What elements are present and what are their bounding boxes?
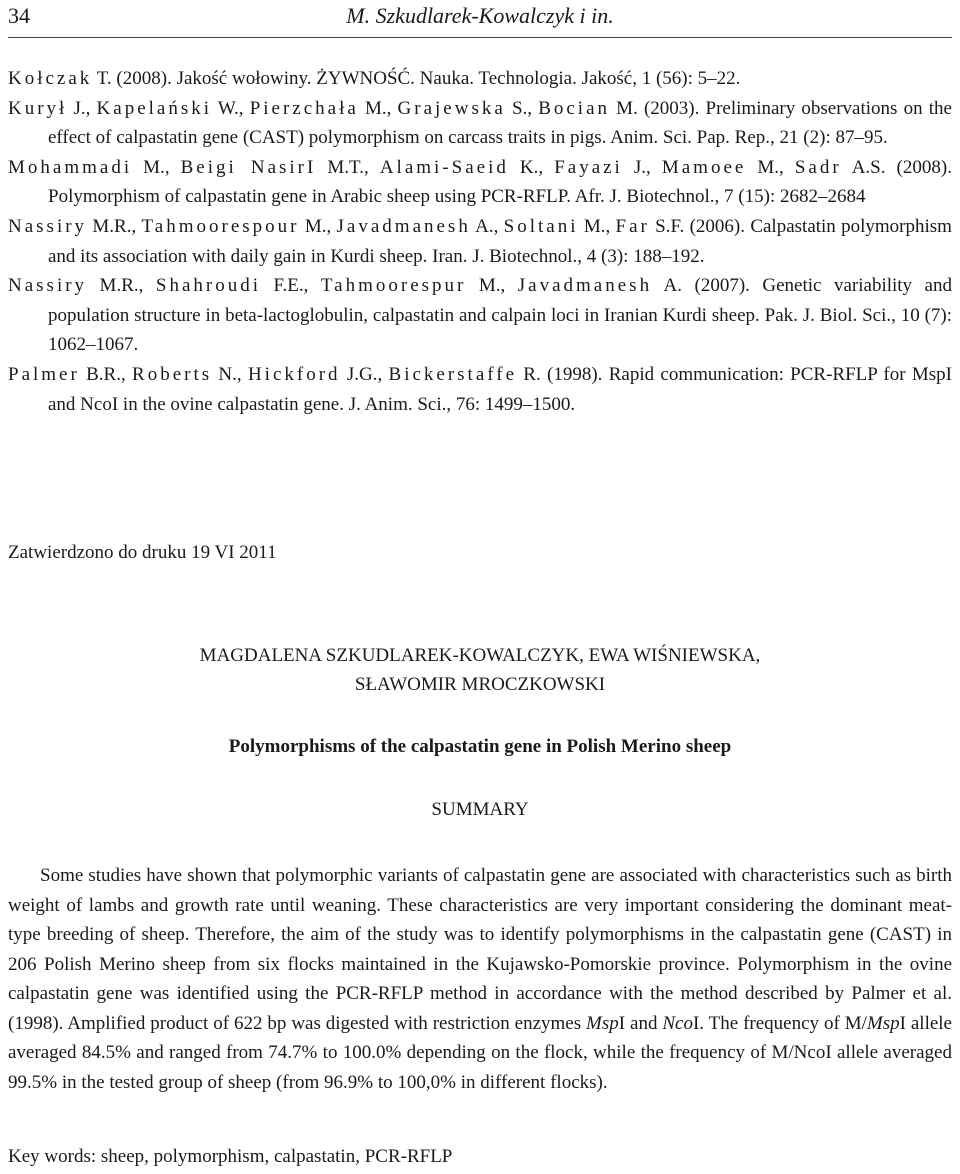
- reference-text: N.,: [212, 363, 248, 385]
- reference-item: [8, 153, 952, 212]
- reference-author: Kapelański: [96, 97, 213, 119]
- reference-author: Nassiry: [8, 215, 88, 237]
- reference-text: T. (2008). Jakość wołowiny. ŻYWNOŚĆ. Nauka. Technologia. Jakość, 1 (56): 5–22.: [92, 68, 741, 89]
- reference-text: M.T.,: [316, 156, 380, 178]
- reference-author: Soltani: [503, 215, 579, 237]
- reference-text: M.,: [299, 215, 337, 237]
- reference-item: [8, 271, 952, 360]
- reference-author: Kołczak: [8, 68, 93, 89]
- reference-text: M.,: [466, 275, 518, 297]
- enzyme-name: Nco: [662, 1012, 693, 1034]
- reference-item: [8, 94, 952, 153]
- authors-line: MAGDALENA SZKUDLAREK-KOWALCZYK, EWA WIŚNIEWSKA,: [199, 645, 761, 666]
- reference-author: Palmer: [8, 363, 80, 385]
- summary-text: Some studies have shown that polymorphic variants of calpastatin gene are associated with characteristics such as birth weight of lambs and growth rate until weaning. These characteristics are very important considering the dominant meat-type breeding of sheep. Therefore, the aim of the study was to identify polymorphisms in the calpastatin gene (CAST) in 206 Polish Merino sheep from six flocks maintained in the Kujawsko-Pomorskie province. Polymorphism in the ovine calpastatin gene was identified using the PCR-RFLP method in accordance with the method described by Palmer et al. (1998). Amplified product of 622 bp was digested with restriction enzymes: [8, 865, 952, 1034]
- reference-author: Roberts: [132, 363, 213, 385]
- header-divider: [8, 37, 952, 38]
- page-header: [8, 2, 952, 36]
- reference-text: A. (2007). Genetic variability and population structure in beta-lactoglobulin, calpastatin and calpain loci in Iranian Kurdi sheep. Pak. J. Biol. Sci., 10 (7): 1062–1067.: [48, 275, 952, 356]
- reference-author: Alami-Saeid: [379, 156, 509, 178]
- reference-text: R. (1998). Rapid communication: PCR-RFLP for MspI and NcoI in the ovine calpastatin gene. J. Anim. Sci., 76: 1499–1500.: [48, 363, 952, 415]
- reference-item: [8, 360, 952, 419]
- reference-text: M.,: [578, 215, 616, 237]
- enzyme-name: Msp: [866, 1012, 900, 1034]
- reference-author: Grajewska: [397, 97, 506, 119]
- reference-text: S.,: [505, 97, 539, 119]
- reference-author: Far: [615, 215, 650, 237]
- reference-text: J.G.,: [340, 363, 389, 385]
- running-head: M. Szkudlarek-Kowalczyk i in.: [346, 3, 614, 28]
- summary-text: I and: [618, 1012, 663, 1034]
- reference-text: W.,: [212, 97, 250, 119]
- reference-author: Kurył: [8, 97, 68, 119]
- approval-note: Zatwierdzono do druku 19 VI 2011: [8, 542, 277, 563]
- reference-author: Fayazi: [554, 156, 623, 178]
- reference-author: Nassiry: [8, 275, 88, 297]
- authors-line: SŁAWOMIR MROCZKOWSKI: [354, 673, 606, 695]
- summary-text: I. The frequency of M/: [692, 1012, 867, 1034]
- reference-text: F.E.,: [260, 275, 321, 297]
- reference-text: M.,: [132, 156, 181, 178]
- reference-text: M.R.,: [87, 215, 142, 237]
- reference-item: [8, 212, 952, 271]
- reference-text: A.S. (2008). Polymorphism of calpastatin gene in Arabic sheep using PCR-RFLP. Afr. J. Biotechnol., 7 (15): 2682–2684: [48, 156, 952, 208]
- reference-text: M.R.,: [87, 275, 156, 297]
- reference-author: Tahmoorespur: [320, 275, 467, 297]
- reference-author: Sadr: [794, 156, 842, 178]
- reference-text: S.F. (2006). Calpastatin polymorphism and its association with daily gain in Kurdi sheep. Iran. J. Biotechnol., 4 (3): 188–192.: [48, 215, 952, 267]
- reference-author: Tahmoorespour: [141, 215, 300, 237]
- reference-author: Hickford: [247, 363, 341, 385]
- reference-text: J.,: [622, 156, 662, 178]
- reference-text: M.,: [358, 97, 398, 119]
- keywords: Key words: sheep, polymorphism, calpastatin, PCR-RFLP: [8, 1146, 453, 1167]
- reference-author: Shahroudi: [155, 275, 261, 297]
- reference-author: Beigi NasirI: [180, 156, 317, 178]
- summary-paragraph: [8, 861, 952, 1097]
- enzyme-name: Msp: [586, 1012, 619, 1034]
- reference-text: M.,: [746, 156, 795, 178]
- reference-item: [8, 64, 952, 94]
- reference-text: K.,: [508, 156, 555, 178]
- page-number: 34: [8, 3, 30, 28]
- article-authors: [0, 642, 960, 699]
- reference-author: Javadmanesh: [517, 275, 653, 297]
- reference-text: J.,: [67, 97, 97, 119]
- summary-heading: SUMMARY: [431, 799, 529, 820]
- article-title: Polymorphisms of the calpastatin gene in Polish Merino sheep: [228, 736, 732, 757]
- summary-text: I allele averaged 84.5% and ranged from 74.7% to 100.0% depending on the flock, while the frequency of M/NcoI allele averaged 99.5% in the tested group of sheep (from 96.9% to 100,0% in different flocks).: [8, 1012, 952, 1093]
- reference-author: Mohammadi: [8, 156, 133, 178]
- reference-text: A.,: [470, 215, 504, 237]
- reference-author: Pierzchała: [249, 97, 359, 119]
- reference-author: Mamoee: [661, 156, 747, 178]
- reference-author: Bickerstaffe: [388, 363, 518, 385]
- reference-text: M. (2003). Preliminary observations on the effect of calpastatin gene (CAST) polymorphism on carcass traits in pigs. Anim. Sci. Pap. Rep., 21 (2): 87–95.: [48, 97, 952, 149]
- references-list: [8, 64, 952, 419]
- reference-author: Bocian: [538, 97, 611, 119]
- reference-text: B.R.,: [79, 363, 133, 385]
- reference-author: Javadmanesh: [336, 215, 471, 237]
